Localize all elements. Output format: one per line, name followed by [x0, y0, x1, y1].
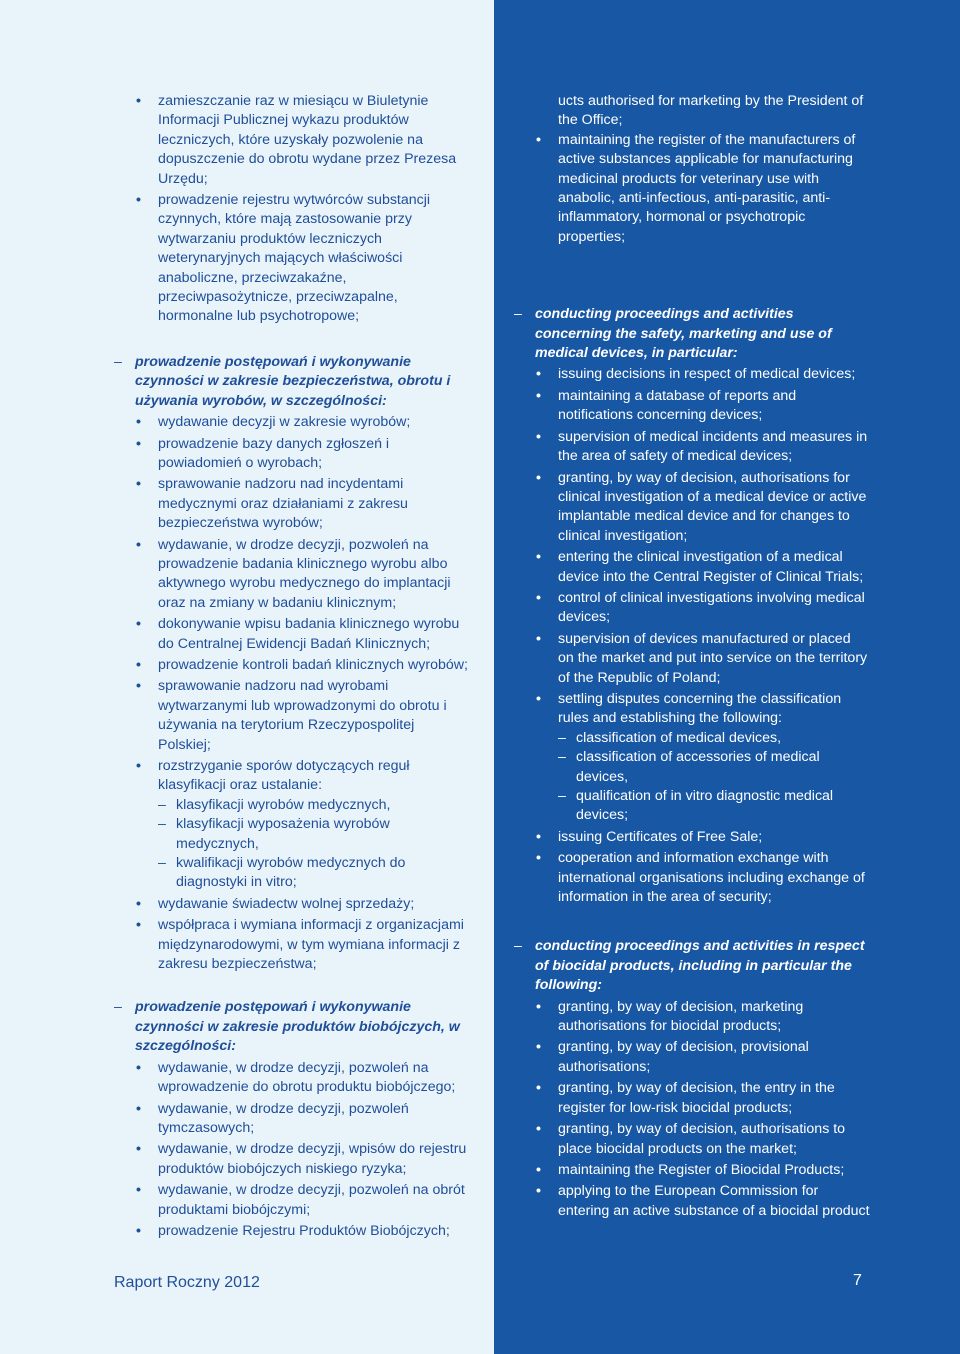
section-list: [510, 365, 870, 907]
section-heading: – conducting proceedings and activities in respect of biocidal products, including in particular the following:: [510, 937, 870, 995]
list-item: • maintaining the Register of Biocidal Products;: [510, 1161, 870, 1180]
list-item: • granting, by way of decision, the entry in the register for low-risk biocidal products;: [510, 1079, 870, 1118]
list-item: • dokonywanie wpisu badania klinicznego wyrobu do Centralnej Ewidencji Badań Klinicznych;: [110, 615, 470, 654]
list-item: • maintaining the register of the manufacturers of active substances applicable for manufacturing medicinal products for veterinary use with anabolic, anti-infectious, anti-parasitic, anti-inflammatory, hormonal or psychotropic properties;: [510, 131, 870, 247]
section-heading: – prowadzenie postępowań i wykonywanie czynności w zakresie produktów biobójczych, w szczególności:: [110, 998, 470, 1056]
footer-report-title: Raport Roczny 2012: [114, 1274, 260, 1291]
list-item: [510, 690, 870, 826]
sub-list-item: – klasyfikacji wyrobów medycznych,: [158, 796, 470, 815]
list-item: • sprawowanie nadzoru nad wyrobami wytwarzanymi lub wprowadzonymi do obrotu i używania na terytorium Rzeczypospolitej Polskiej;: [110, 677, 470, 755]
list-item: • wydawanie, w drodze decyzji, pozwoleń na obrót produktami biobójczymi;: [110, 1181, 470, 1220]
list-item: • wydawanie, w drodze decyzji, wpisów do rejestru produktów biobójczych niskiego ryzyka;: [110, 1140, 470, 1179]
section-list: [110, 413, 470, 974]
list-item: • wydawanie, w drodze decyzji, pozwoleń tymczasowych;: [110, 1100, 470, 1139]
polish-column: [110, 92, 470, 1243]
list-item: • issuing decisions in respect of medical devices;: [510, 365, 870, 384]
list-item-text: settling disputes concerning the classification rules and establishing the following:: [558, 690, 842, 727]
list-item: • prowadzenie Rejestru Produktów Biobójczych;: [110, 1222, 470, 1241]
intro-list: [110, 92, 470, 327]
intro-list: [510, 131, 870, 247]
list-item: • sprawowanie nadzoru nad incydentami medycznymi oraz działaniami z zakresu bezpieczeństwa wyrobów;: [110, 475, 470, 533]
list-item: • wydawanie świadectw wolnej sprzedaży;: [110, 895, 470, 914]
section-list: [510, 998, 870, 1221]
sub-list-item: – qualification of in vitro diagnostic medical devices;: [558, 787, 870, 826]
list-item: • granting, by way of decision, marketing authorisations for biocidal products;: [510, 998, 870, 1037]
page-number: 7: [853, 1272, 862, 1289]
section-biocidal-products: [110, 998, 470, 1241]
sub-list-item: – klasyfikacji wyposażenia wyrobów medycznych,: [158, 815, 470, 854]
sub-list-item: – classification of medical devices,: [558, 729, 870, 748]
list-item: • prowadzenie kontroli badań klinicznych wyrobów;: [110, 656, 470, 675]
section-heading: – prowadzenie postępowań i wykonywanie czynności w zakresie bezpieczeństwa, obrotu i używania wyrobów, w szczególności:: [110, 353, 470, 411]
english-column: [510, 92, 870, 1223]
intro-continuation: ucts authorised for marketing by the President of the Office;: [558, 93, 864, 129]
list-item: • wydawanie, w drodze decyzji, pozwoleń na wprowadzenie do obrotu produktu biobójczego;: [110, 1059, 470, 1098]
section-medical-devices: [110, 353, 470, 975]
sub-list-item: – kwalifikacji wyrobów medycznych do diagnostyki in vitro;: [158, 854, 470, 893]
list-item: • control of clinical investigations involving medical devices;: [510, 589, 870, 628]
list-item: • supervision of medical incidents and measures in the area of safety of medical devices;: [510, 428, 870, 467]
sub-list-item: – classification of accessories of medical devices,: [558, 748, 870, 787]
list-item: • współpraca i wymiana informacji z organizacjami międzynarodowymi, w tym wymiana informacji z zakresu bezpieczeństwa;: [110, 916, 470, 974]
list-item: • maintaining a database of reports and notifications concerning devices;: [510, 387, 870, 426]
section-medical-devices: [510, 305, 870, 907]
list-item: • prowadzenie bazy danych zgłoszeń i powiadomień o wyrobach;: [110, 435, 470, 474]
section-list: [110, 1059, 470, 1242]
section-biocidal-products: [510, 937, 870, 1221]
sub-list: [158, 796, 470, 893]
list-item: • prowadzenie rejestru wytwórców substancji czynnych, które mają zastosowanie przy wytwarzaniu produktów leczniczych weterynaryjnych mających właściwości anaboliczne, przeciwzakaźne, przeciwpasożytnicze, przeciwzapalne, hormonalne lub psychotropowe;: [110, 191, 470, 327]
list-item: • wydawanie, w drodze decyzji, pozwoleń na prowadzenie badania klinicznego wyrobu albo aktywnego wyrobu medycznego do implantacji oraz na zmiany w badaniu klinicznym;: [110, 536, 470, 614]
list-item: • zamieszczanie raz w miesiącu w Biuletynie Informacji Publicznej wykazu produktów leczniczych, które uzyskały pozwolenie na dopuszczenie do obrotu wydane przez Prezesa Urzędu;: [110, 92, 470, 189]
list-item: • granting, by way of decision, authorisations to place biocidal products on the market;: [510, 1120, 870, 1159]
sub-list: [558, 729, 870, 826]
list-item-text: rozstrzyganie sporów dotyczących reguł klasyfikacji oraz ustalanie:: [158, 758, 410, 794]
list-item: • granting, by way of decision, provisional authorisations;: [510, 1038, 870, 1077]
list-item: • issuing Certificates of Free Sale;: [510, 828, 870, 847]
list-item: [110, 757, 470, 893]
list-item: • cooperation and information exchange with international organisations including exchange of information in the area of security;: [510, 849, 870, 907]
list-item: • supervision of devices manufactured or placed on the market and put into service on the territory of the Republic of Poland;: [510, 630, 870, 688]
section-heading: – conducting proceedings and activities concerning the safety, marketing and use of medical devices, in particular:: [510, 305, 870, 363]
list-item: • wydawanie decyzji w zakresie wyrobów;: [110, 413, 470, 432]
list-item: • entering the clinical investigation of a medical device into the Central Register of Clinical Trials;: [510, 548, 870, 587]
list-item: • applying to the European Commission for entering an active substance of a biocidal product: [510, 1182, 870, 1221]
list-item: • granting, by way of decision, authorisations for clinical investigation of a medical device or active implantable medical device and for changes to clinical investigation;: [510, 469, 870, 547]
